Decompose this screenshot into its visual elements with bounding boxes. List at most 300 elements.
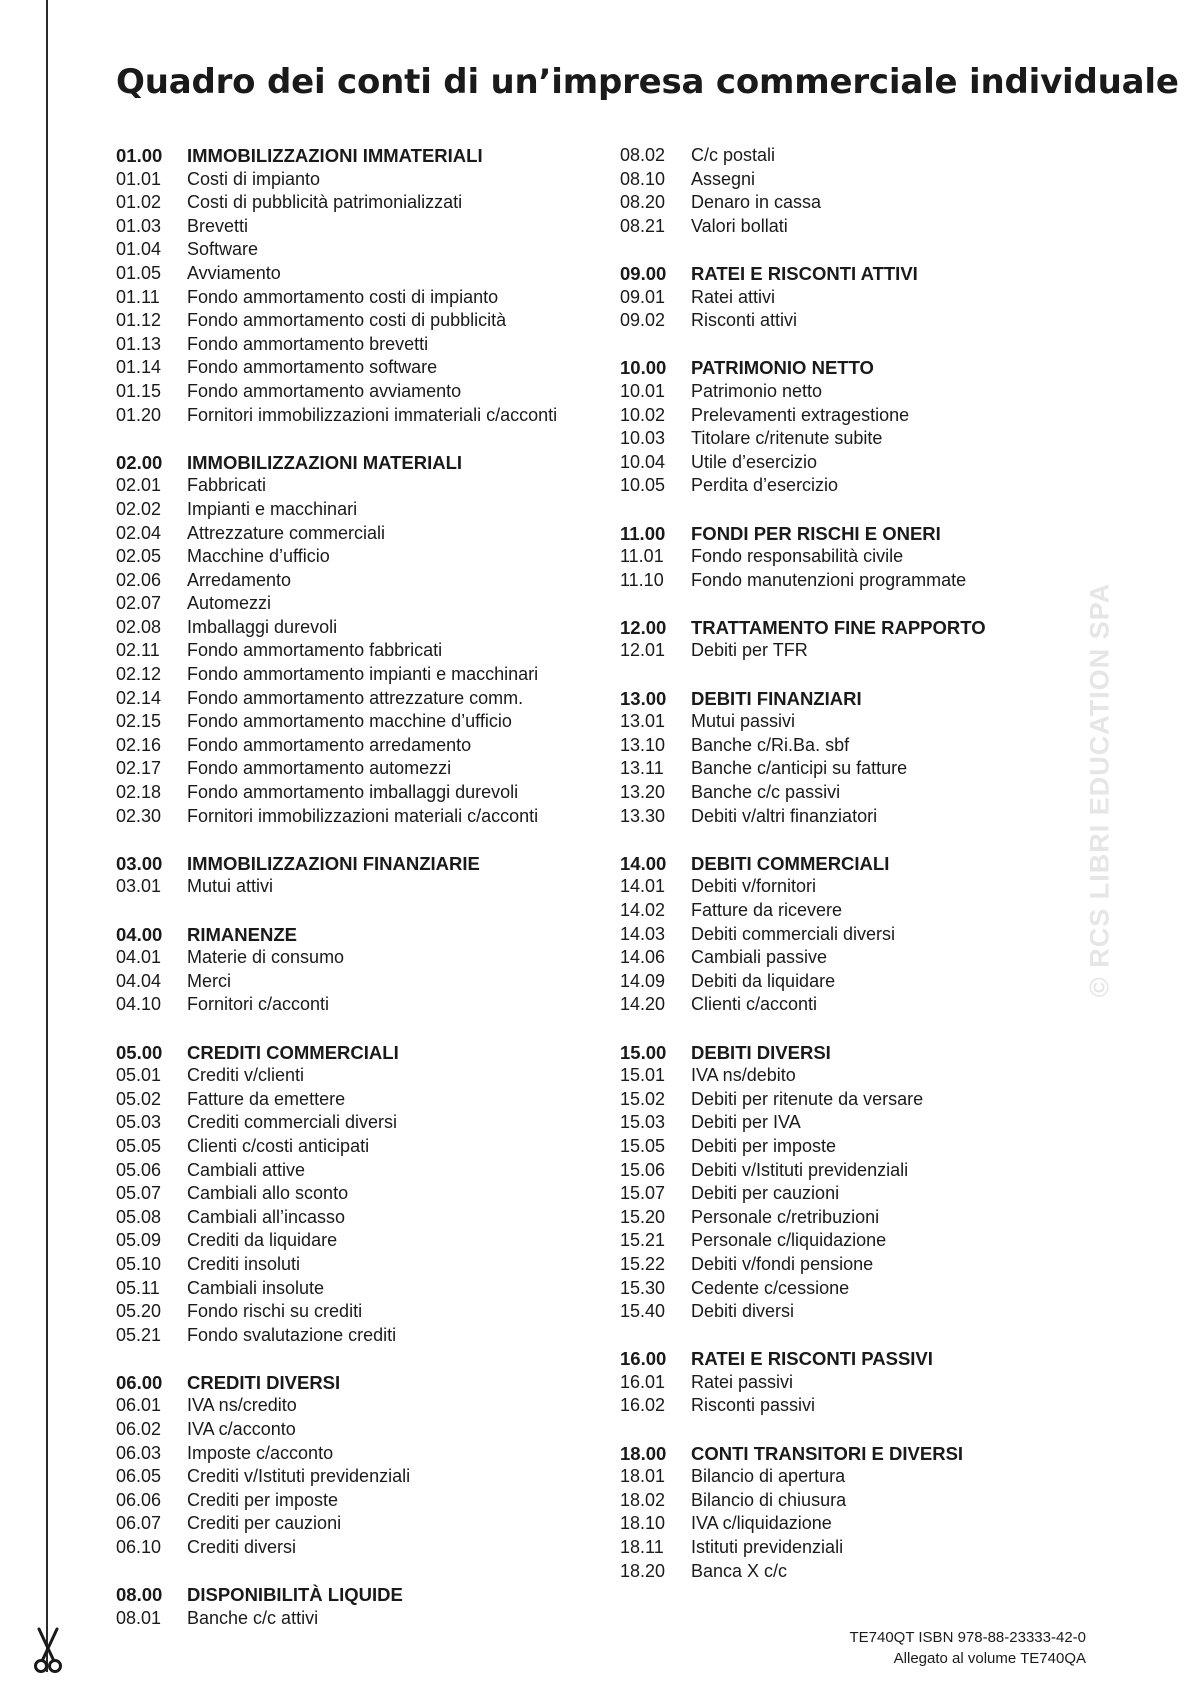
account-code: 04.01	[116, 947, 162, 968]
account-code: 02.30	[116, 805, 162, 826]
account-code: 01.20	[116, 404, 162, 425]
account-code: 09.00	[620, 262, 667, 284]
account-label: FONDI PER RISCHI E ONERI	[691, 522, 941, 544]
account-label: Denaro in cassa	[691, 192, 822, 213]
account-label: Software	[187, 239, 259, 260]
account-row	[620, 168, 1020, 192]
account-row	[116, 616, 606, 640]
account-code: 05.02	[116, 1088, 162, 1109]
account-label: Bilancio di chiusura	[691, 1489, 847, 1510]
account-label: Assegni	[691, 168, 756, 189]
account-code: 18.20	[620, 1560, 666, 1581]
account-row	[116, 734, 606, 758]
account-row	[116, 781, 606, 805]
account-group	[116, 852, 606, 899]
account-row	[116, 1607, 606, 1631]
account-row	[116, 286, 606, 310]
account-code: 14.20	[620, 994, 666, 1015]
account-code: 11.10	[620, 569, 664, 590]
account-label: Mutui passivi	[691, 711, 796, 732]
account-group-header	[620, 852, 1020, 876]
account-code: 02.06	[116, 569, 162, 590]
account-row	[116, 757, 606, 781]
account-code: 05.00	[116, 1041, 163, 1063]
accounts-column-right	[620, 144, 1020, 1607]
account-code: 02.11	[116, 640, 160, 661]
account-code: 08.01	[116, 1607, 162, 1628]
account-label: DEBITI DIVERSI	[691, 1041, 831, 1063]
account-code: 06.05	[116, 1466, 162, 1487]
account-label: Cambiali passive	[691, 947, 828, 968]
account-label: Cedente c/cessione	[691, 1277, 850, 1298]
account-code: 15.07	[620, 1183, 666, 1204]
account-row	[116, 1111, 606, 1135]
account-code: 02.00	[116, 451, 163, 473]
account-label: Debiti per ritenute da versare	[691, 1088, 924, 1109]
account-code: 06.03	[116, 1442, 162, 1463]
account-row	[116, 1536, 606, 1560]
account-row	[116, 1229, 606, 1253]
account-label: Fabbricati	[187, 475, 267, 496]
account-code: 13.20	[620, 782, 666, 803]
account-code: 09.02	[620, 310, 666, 331]
account-row	[116, 380, 606, 404]
account-code: 15.40	[620, 1301, 666, 1322]
account-row	[116, 663, 606, 687]
account-label: Bilancio di apertura	[691, 1466, 846, 1487]
account-row	[620, 1300, 1020, 1324]
account-label: IMMOBILIZZAZIONI FINANZIARIE	[187, 852, 480, 874]
account-group-header	[116, 852, 606, 876]
account-label: CREDITI COMMERCIALI	[187, 1041, 399, 1063]
account-label: Crediti da liquidare	[187, 1230, 338, 1251]
account-row	[116, 1253, 606, 1277]
account-code: 01.02	[116, 192, 162, 213]
account-code: 12.00	[620, 616, 667, 638]
account-row	[620, 1206, 1020, 1230]
account-row	[116, 639, 606, 663]
account-code: 02.16	[116, 734, 162, 755]
account-code: 01.01	[116, 168, 162, 189]
account-row	[116, 498, 606, 522]
account-row	[620, 1560, 1020, 1584]
account-row	[620, 757, 1020, 781]
account-row	[620, 1135, 1020, 1159]
account-label: CREDITI DIVERSI	[187, 1371, 341, 1393]
account-label: Debiti v/Istituti previdenziali	[691, 1159, 909, 1180]
account-code: 06.02	[116, 1419, 162, 1440]
account-row	[116, 309, 606, 333]
account-label: IMMOBILIZZAZIONI IMMATERIALI	[187, 145, 483, 166]
account-label: Banche c/anticipi su fatture	[691, 758, 908, 779]
account-code: 10.00	[620, 357, 667, 379]
account-row	[620, 1277, 1020, 1301]
account-label: Fondo ammortamento macchine d’ufficio	[187, 711, 512, 732]
account-code: 02.14	[116, 687, 162, 708]
account-row	[620, 1512, 1020, 1536]
account-row	[116, 191, 606, 215]
account-label: Risconti passivi	[691, 1395, 816, 1416]
account-label: DISPONIBILITÀ LIQUIDE	[187, 1584, 403, 1606]
account-label: Clienti c/acconti	[691, 994, 818, 1015]
account-row	[116, 1182, 606, 1206]
account-code: 12.01	[620, 640, 666, 661]
account-label: Fondo ammortamento software	[187, 357, 438, 378]
account-group	[620, 1041, 1020, 1324]
account-group-header	[620, 616, 1020, 640]
account-label: Cambiali attive	[187, 1159, 306, 1180]
account-label: Valori bollati	[691, 215, 788, 236]
account-label: Materie di consumo	[187, 947, 345, 968]
account-row	[116, 1512, 606, 1536]
account-row	[116, 404, 606, 428]
account-group	[620, 262, 1020, 333]
account-code: 08.20	[620, 192, 666, 213]
account-row	[116, 474, 606, 498]
account-group	[620, 616, 1020, 663]
account-label: Titolare c/ritenute subite	[691, 428, 883, 449]
account-label: Ratei passivi	[691, 1371, 794, 1392]
account-row	[116, 356, 606, 380]
account-code: 05.07	[116, 1183, 162, 1204]
account-row	[620, 946, 1020, 970]
account-code: 04.04	[116, 970, 162, 991]
account-label: Attrezzature commerciali	[187, 522, 386, 543]
account-code: 01.00	[116, 145, 163, 166]
account-code: 03.01	[116, 876, 162, 897]
account-label: Crediti insoluti	[187, 1253, 301, 1274]
account-code: 10.04	[620, 451, 666, 472]
account-label: Fondo ammortamento brevetti	[187, 333, 429, 354]
account-code: 08.00	[116, 1584, 163, 1606]
account-label: Crediti commerciali diversi	[187, 1112, 398, 1133]
account-code: 13.10	[620, 734, 666, 755]
account-label: Fondo ammortamento attrezzature comm.	[187, 687, 524, 708]
account-label: Debiti v/altri finanziatori	[691, 805, 878, 826]
account-label: Crediti per imposte	[187, 1489, 339, 1510]
account-code: 01.13	[116, 333, 162, 354]
account-label: Personale c/retribuzioni	[691, 1206, 880, 1227]
account-code: 06.06	[116, 1489, 162, 1510]
account-code: 05.11	[116, 1277, 160, 1298]
account-group-header	[620, 1041, 1020, 1065]
account-row	[116, 1465, 606, 1489]
account-label: Debiti per imposte	[691, 1135, 837, 1156]
account-label: Patrimonio netto	[691, 380, 823, 401]
account-label: Risconti attivi	[691, 310, 798, 331]
account-label: IVA c/acconto	[187, 1419, 296, 1440]
account-row	[116, 710, 606, 734]
account-label: Fondo responsabilità civile	[691, 546, 904, 567]
account-group	[116, 1583, 606, 1630]
account-row	[116, 1206, 606, 1230]
account-code: 18.01	[620, 1466, 666, 1487]
account-code: 11.01	[620, 546, 664, 567]
account-code: 04.00	[116, 923, 163, 945]
account-code: 05.08	[116, 1206, 162, 1227]
account-label: Cambiali all’incasso	[187, 1206, 346, 1227]
account-label: Automezzi	[187, 593, 272, 614]
account-label: IMMOBILIZZAZIONI MATERIALI	[187, 451, 463, 473]
account-label: Fondo rischi su crediti	[187, 1301, 363, 1322]
account-label: Perdita d’esercizio	[691, 475, 839, 496]
account-label: Clienti c/costi anticipati	[187, 1135, 370, 1156]
account-group-header	[116, 144, 606, 168]
account-row	[116, 1135, 606, 1159]
account-code: 13.01	[620, 711, 666, 732]
account-group-header	[116, 1041, 606, 1065]
account-code: 05.06	[116, 1159, 162, 1180]
account-label: C/c postali	[691, 145, 776, 165]
account-label: Costi di pubblicità patrimonializzati	[187, 192, 463, 213]
account-row	[620, 1371, 1020, 1395]
account-code: 13.00	[620, 687, 667, 709]
account-label: Impianti e macchinari	[187, 498, 358, 519]
account-row	[620, 710, 1020, 734]
account-group	[620, 1347, 1020, 1418]
account-code: 10.01	[620, 380, 666, 401]
account-code: 15.06	[620, 1159, 666, 1180]
account-label: RATEI E RISCONTI ATTIVI	[691, 262, 918, 284]
account-code: 03.00	[116, 852, 163, 874]
account-code: 10.05	[620, 475, 666, 496]
account-code: 01.15	[116, 380, 162, 401]
account-group-header	[620, 1347, 1020, 1371]
account-row	[620, 1064, 1020, 1088]
account-row	[116, 970, 606, 994]
account-row	[620, 569, 1020, 593]
account-row	[116, 687, 606, 711]
account-label: Fondo ammortamento costi di impianto	[187, 286, 499, 307]
account-code: 05.20	[116, 1301, 162, 1322]
account-label: Banche c/Ri.Ba. sbf	[691, 734, 850, 755]
account-code: 09.01	[620, 286, 666, 307]
account-label: Banche c/c passivi	[691, 782, 841, 803]
account-row	[620, 1182, 1020, 1206]
account-group	[116, 1041, 606, 1348]
account-row	[620, 404, 1020, 428]
account-label: RATEI E RISCONTI PASSIVI	[691, 1348, 933, 1370]
account-group	[116, 451, 606, 829]
account-label: Personale c/liquidazione	[691, 1230, 887, 1251]
account-row	[620, 427, 1020, 451]
account-code: 01.04	[116, 239, 162, 260]
account-row	[620, 451, 1020, 475]
account-row	[116, 1418, 606, 1442]
account-label: IVA ns/credito	[187, 1395, 297, 1416]
account-code: 02.18	[116, 782, 162, 803]
account-code: 06.01	[116, 1395, 162, 1416]
account-code: 02.08	[116, 616, 162, 637]
account-row	[620, 1159, 1020, 1183]
account-row	[620, 781, 1020, 805]
account-label: Debiti diversi	[691, 1301, 795, 1322]
account-label: Fondo ammortamento impianti e macchinari	[187, 664, 539, 685]
account-group	[116, 923, 606, 1017]
account-label: Fornitori immobilizzazioni immateriali c/acconti	[187, 404, 558, 425]
account-group	[620, 144, 1020, 238]
isbn-line: TE740QT ISBN 978-88-23333-42-0	[849, 1629, 1086, 1646]
account-label: Fondo ammortamento arredamento	[187, 734, 472, 755]
account-code: 18.02	[620, 1489, 666, 1510]
account-label: Banca X c/c	[691, 1560, 788, 1581]
account-code: 16.00	[620, 1348, 667, 1370]
account-code: 01.12	[116, 310, 162, 331]
account-code: 15.01	[620, 1065, 666, 1086]
account-group-header	[620, 687, 1020, 711]
account-code: 05.09	[116, 1230, 162, 1251]
account-code: 16.01	[620, 1371, 666, 1392]
account-group	[620, 687, 1020, 829]
account-label: Imballaggi durevoli	[187, 616, 338, 637]
scissors-icon	[31, 1625, 65, 1675]
account-row	[620, 474, 1020, 498]
account-row	[620, 1489, 1020, 1513]
account-label: Fondo manutenzioni programmate	[691, 569, 967, 590]
account-label: Istituti previdenziali	[691, 1537, 844, 1558]
account-row	[116, 1394, 606, 1418]
account-code: 15.00	[620, 1041, 667, 1063]
account-row	[116, 1088, 606, 1112]
account-row	[116, 1300, 606, 1324]
account-row	[620, 545, 1020, 569]
account-group	[620, 522, 1020, 593]
account-code: 15.22	[620, 1253, 666, 1274]
account-row	[116, 946, 606, 970]
account-label: Costi di impianto	[187, 168, 321, 189]
account-group-header	[116, 1583, 606, 1607]
account-label: DEBITI FINANZIARI	[691, 687, 862, 709]
account-code: 06.07	[116, 1513, 162, 1534]
account-row	[116, 1324, 606, 1348]
account-label: Arredamento	[187, 569, 292, 590]
account-label: DEBITI COMMERCIALI	[691, 852, 890, 874]
account-row	[116, 1277, 606, 1301]
account-row	[620, 1536, 1020, 1560]
account-row	[116, 875, 606, 899]
account-label: Fatture da ricevere	[691, 900, 843, 920]
account-code: 15.21	[620, 1230, 666, 1251]
account-row	[116, 1064, 606, 1088]
account-group	[116, 1371, 606, 1560]
account-label: Crediti diversi	[187, 1537, 297, 1558]
account-group-header	[620, 356, 1020, 380]
account-label: Crediti v/clienti	[187, 1065, 305, 1086]
account-label: Debiti v/fondi pensione	[691, 1253, 874, 1274]
account-label: Fondo ammortamento fabbricati	[187, 640, 443, 661]
accounts-column-left	[116, 144, 606, 1654]
account-label: Crediti v/Istituti previdenziali	[187, 1466, 411, 1487]
account-code: 02.17	[116, 758, 162, 779]
account-code: 06.00	[116, 1371, 163, 1393]
account-label: Fondo ammortamento avviamento	[187, 380, 462, 401]
account-row	[620, 215, 1020, 239]
account-label: Merci	[187, 970, 231, 991]
account-code: 14.02	[620, 900, 666, 920]
account-row	[620, 923, 1020, 947]
account-code: 13.11	[620, 758, 664, 779]
account-row	[620, 380, 1020, 404]
account-label: Cambiali insolute	[187, 1277, 325, 1298]
account-label: IVA c/liquidazione	[691, 1513, 832, 1534]
account-label: Fondo ammortamento imballaggi durevoli	[187, 782, 519, 803]
account-row	[620, 1111, 1020, 1135]
account-label: TRATTAMENTO FINE RAPPORTO	[691, 616, 986, 638]
account-code: 06.10	[116, 1537, 162, 1558]
account-label: Mutui attivi	[187, 876, 274, 897]
account-row	[620, 144, 1020, 168]
account-group-header	[620, 1442, 1020, 1466]
account-group-header	[116, 451, 606, 475]
account-code: 05.10	[116, 1253, 162, 1274]
account-row	[620, 805, 1020, 829]
account-row	[620, 899, 1020, 923]
cut-line	[46, 0, 48, 1672]
account-code: 18.11	[620, 1537, 664, 1558]
account-row	[620, 191, 1020, 215]
account-code: 14.03	[620, 923, 666, 944]
account-label: Fatture da emettere	[187, 1088, 346, 1109]
account-row	[116, 1442, 606, 1466]
account-row	[116, 262, 606, 286]
account-code: 15.05	[620, 1135, 666, 1156]
account-label: Ratei attivi	[691, 286, 776, 307]
account-label: Debiti per IVA	[691, 1112, 801, 1133]
account-label: Debiti per cauzioni	[691, 1183, 840, 1204]
account-label: Cambiali allo sconto	[187, 1183, 349, 1204]
account-label: Banche c/c attivi	[187, 1607, 319, 1628]
account-code: 05.05	[116, 1135, 162, 1156]
copyright-watermark: © RCS LIBRI EDUCATION SPA	[1084, 582, 1115, 998]
account-group-header	[620, 262, 1020, 286]
account-row	[620, 970, 1020, 994]
account-code: 01.11	[116, 286, 160, 307]
account-code: 14.00	[620, 852, 667, 874]
account-label: PATRIMONIO NETTO	[691, 357, 874, 379]
account-label: Fondo ammortamento costi di pubblicità	[187, 310, 507, 331]
account-row	[620, 734, 1020, 758]
account-code: 01.14	[116, 357, 162, 378]
account-row	[620, 993, 1020, 1017]
account-code: 18.10	[620, 1513, 666, 1534]
account-row	[620, 639, 1020, 663]
account-row	[620, 1229, 1020, 1253]
account-label: Fondo ammortamento automezzi	[187, 758, 452, 779]
account-code: 08.10	[620, 168, 666, 189]
account-code: 02.04	[116, 522, 162, 543]
account-code: 15.03	[620, 1112, 666, 1133]
account-row	[620, 1253, 1020, 1277]
account-code: 16.02	[620, 1395, 666, 1416]
account-code: 05.21	[116, 1324, 162, 1345]
account-code: 01.05	[116, 262, 162, 283]
page-title: Quadro dei conti di un’impresa commerciale individuale	[116, 62, 1179, 102]
account-row	[116, 522, 606, 546]
account-label: Debiti per TFR	[691, 640, 808, 661]
account-code: 11.00	[620, 522, 666, 544]
account-code: 14.01	[620, 876, 666, 897]
account-label: Imposte c/acconto	[187, 1442, 334, 1463]
account-label: IVA ns/debito	[691, 1065, 796, 1086]
account-row	[116, 569, 606, 593]
account-label: Debiti v/fornitori	[691, 876, 817, 897]
account-row	[116, 333, 606, 357]
account-row	[116, 805, 606, 829]
account-code: 08.21	[620, 215, 666, 236]
account-label: CONTI TRANSITORI E DIVERSI	[691, 1442, 964, 1464]
account-row	[116, 592, 606, 616]
account-label: Brevetti	[187, 215, 249, 236]
